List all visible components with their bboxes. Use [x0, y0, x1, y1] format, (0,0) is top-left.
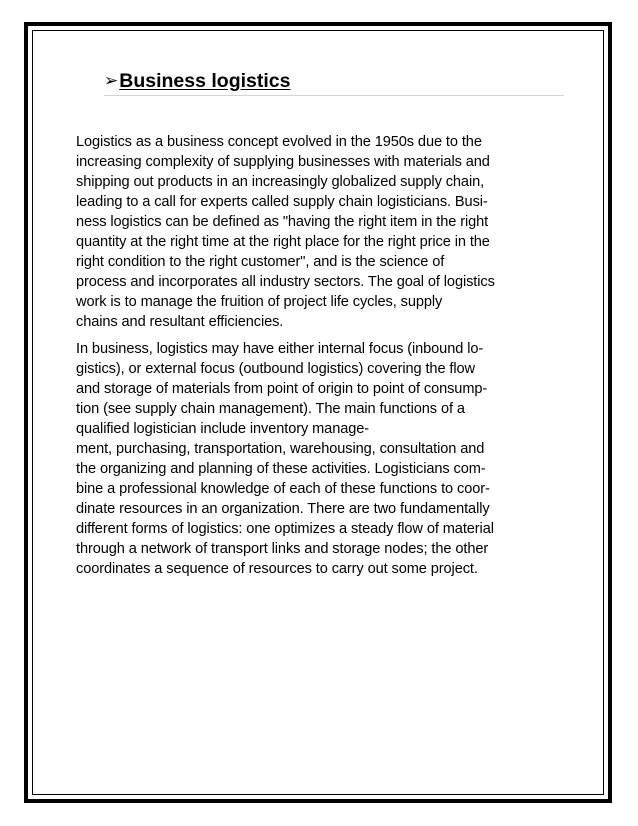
paragraph-2 [76, 339, 566, 579]
text-line: bine a professional knowledge of each of these functions to coor- [76, 481, 490, 497]
text-line: qualified logistician include inventory manage- [76, 421, 370, 437]
text-line: tion (see supply chain management). The main functions of a [76, 401, 465, 417]
text-line: increasing complexity of supplying businesses with materials and [76, 154, 490, 170]
text-line: chains and resultant efficiencies. [76, 314, 284, 330]
section-heading [104, 70, 564, 96]
section-heading-text: Business logistics [119, 70, 291, 92]
text-line: process and incorporates all industry sectors. The goal of logistics [76, 274, 495, 290]
text-line: leading to a call for experts called supply chain logisticians. Busi- [76, 194, 488, 210]
text-line: and storage of materials from point of origin to point of consump- [76, 381, 488, 397]
text-line: ness logistics can be defined as "having the right item in the right [76, 214, 489, 230]
arrowhead-bullet-icon: ➢ [104, 71, 119, 91]
text-line: different forms of logistics: one optimizes a steady flow of material [76, 521, 494, 537]
text-line: the organizing and planning of these activities. Logisticians com- [76, 461, 486, 477]
text-line: gistics), or external focus (outbound logistics) covering the flow [76, 361, 475, 377]
text-line: dinate resources in an organization. There are two fundamentally [76, 501, 490, 517]
text-line: In business, logistics may have either internal focus (inbound lo- [76, 341, 484, 357]
paragraph-1 [76, 132, 566, 332]
text-line: right condition to the right customer", and is the science of [76, 254, 445, 270]
text-line: quantity at the right time at the right place for the right price in the [76, 234, 490, 250]
text-line: ment, purchasing, transportation, warehousing, consultation and [76, 441, 485, 457]
text-line: coordinates a sequence of resources to carry out some project. [76, 561, 478, 577]
text-line: work is to manage the fruition of project life cycles, supply [76, 294, 443, 310]
text-line: shipping out products in an increasingly globalized supply chain, [76, 174, 485, 190]
text-line: Logistics as a business concept evolved in the 1950s due to the [76, 134, 482, 150]
page-content [76, 70, 566, 579]
text-line: through a network of transport links and storage nodes; the other [76, 541, 489, 557]
